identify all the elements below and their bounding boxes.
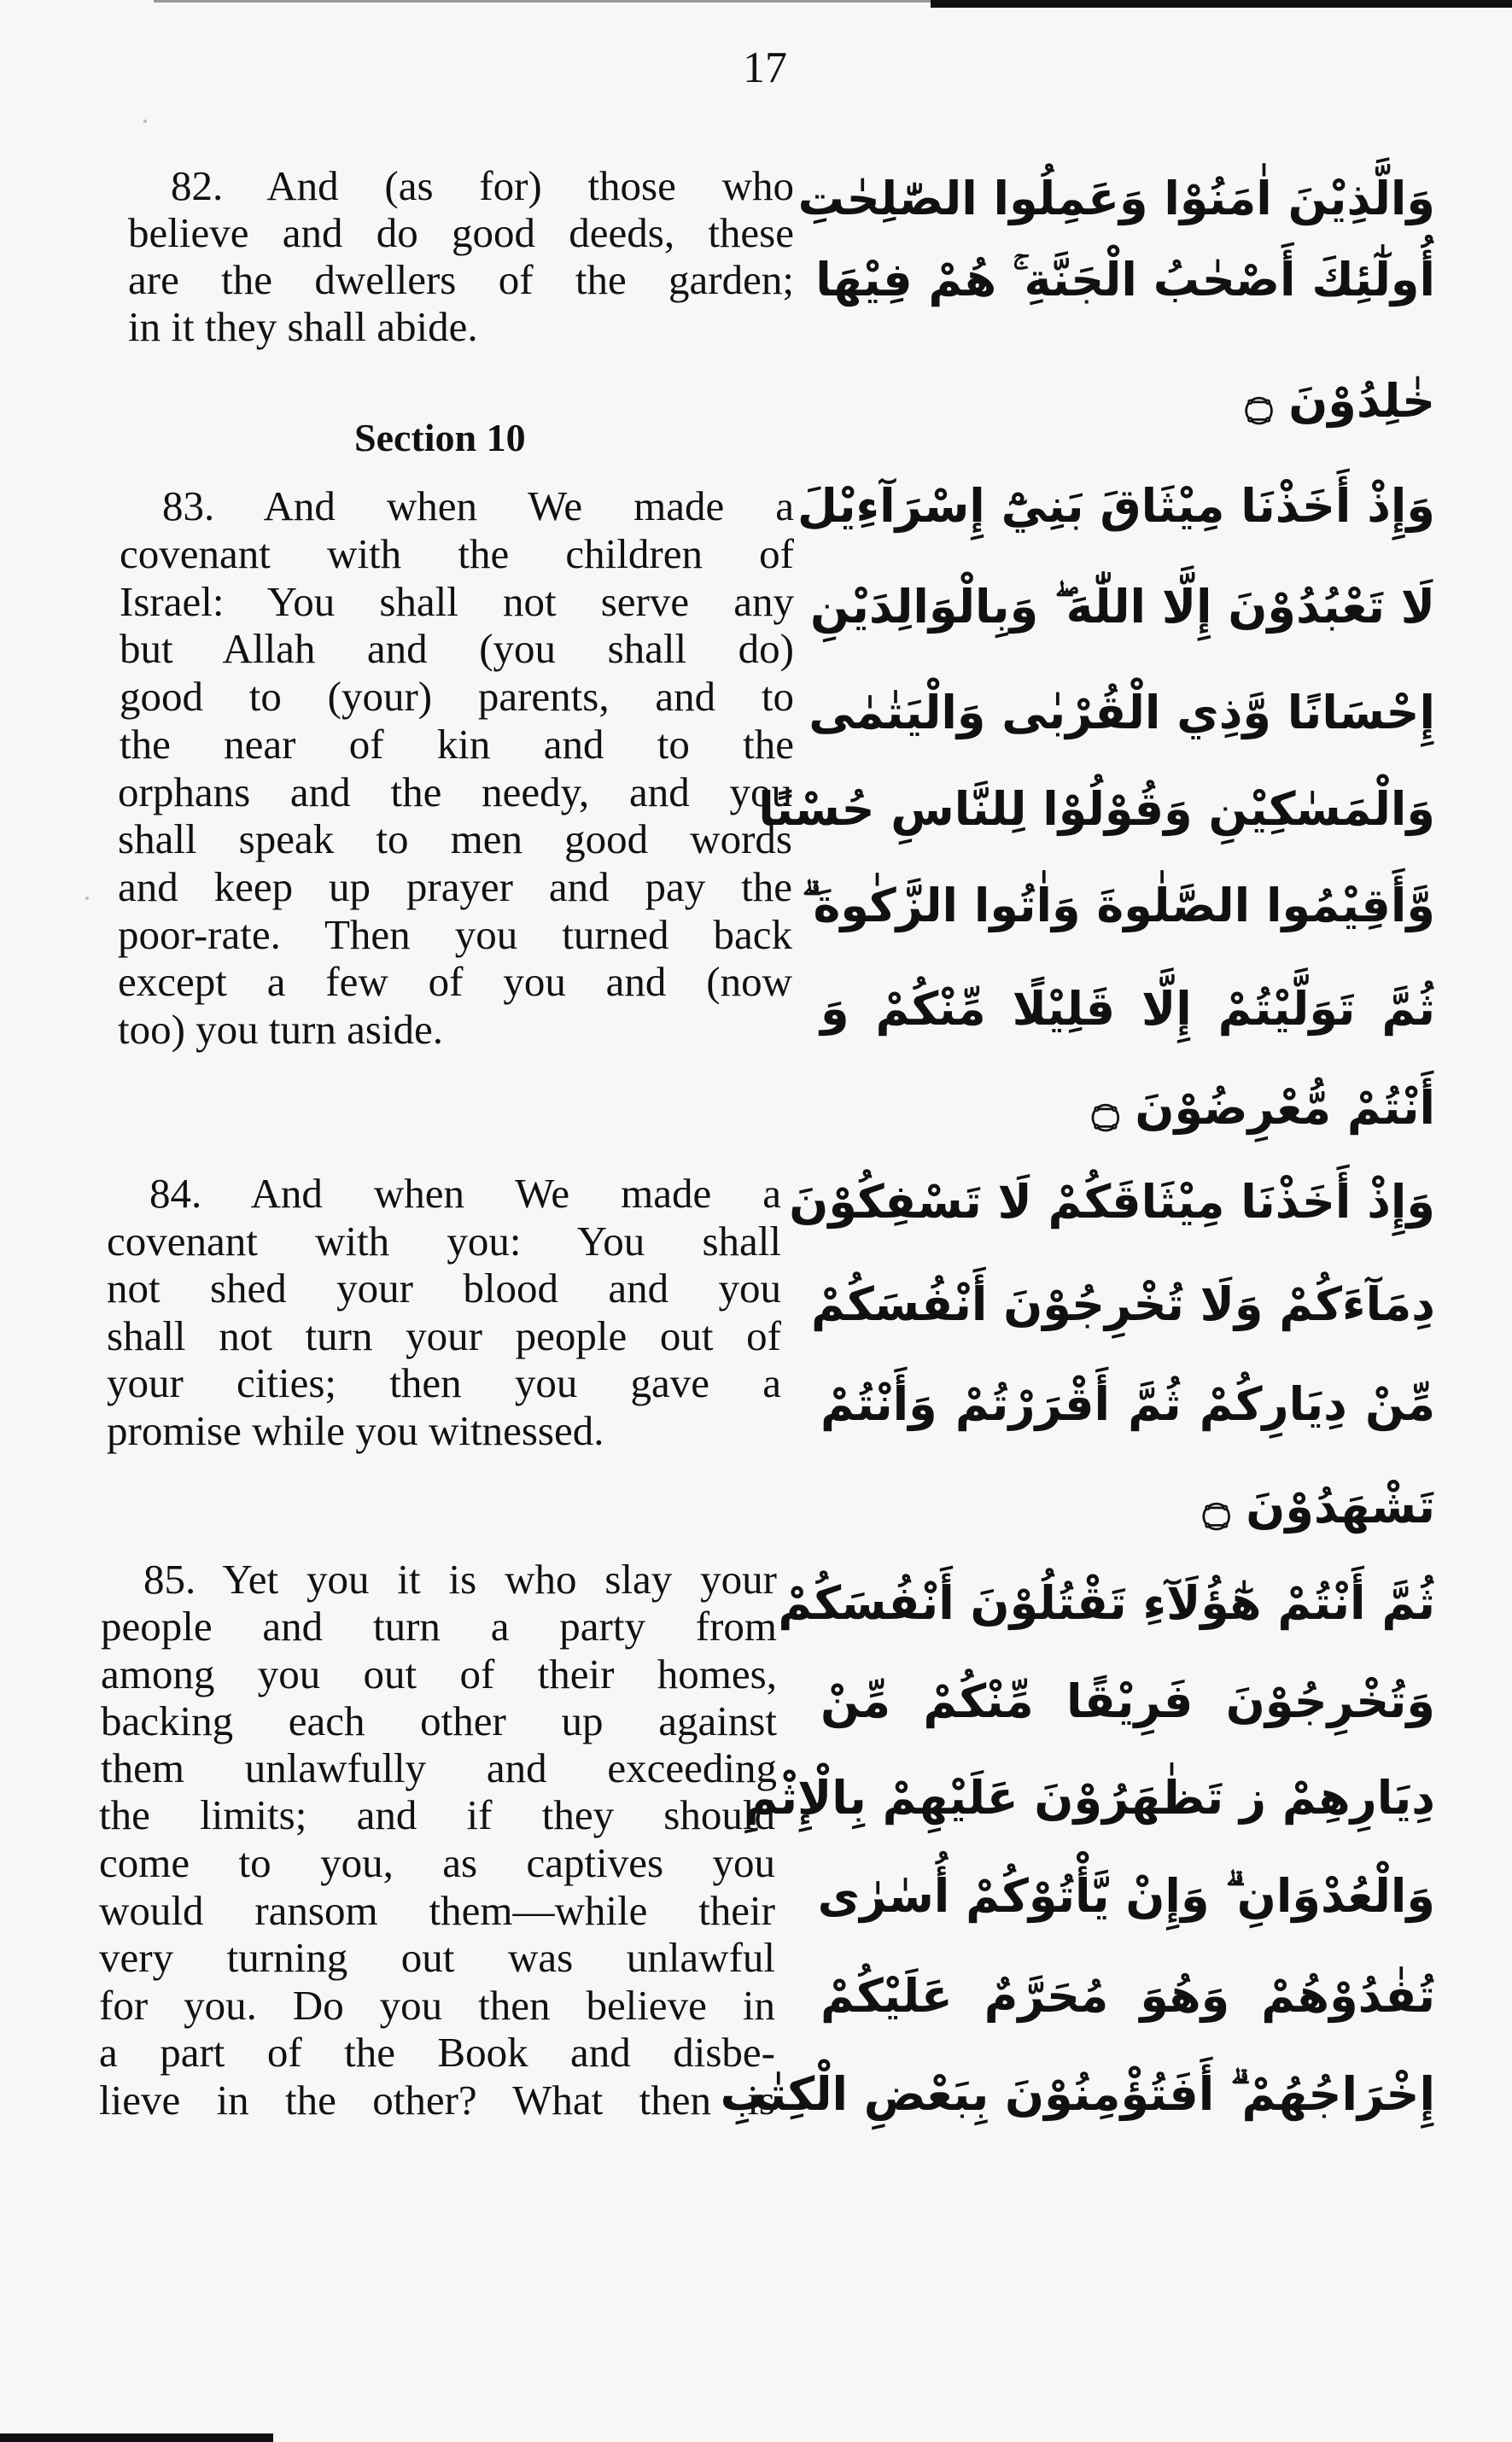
- arabic-line: تُفٰدُوْهُمْ وَهُوَ مُحَرَّمٌ عَلَيْكُمْ: [820, 1969, 1435, 2023]
- text-line: very turning out was unlawful: [99, 1934, 775, 1981]
- arabic-line: ثُمَّ تَوَلَّيْتُمْ إِلَّا قَلِيْلًا مِّنْكُمْ وَ: [820, 982, 1435, 1036]
- scan-edge-top-thin: [154, 0, 931, 3]
- text-line: would ransom them—while their: [99, 1887, 775, 1934]
- section-heading: Section 10: [354, 416, 526, 459]
- paper-speck: [143, 120, 147, 123]
- text-line: Israel: You shall not serve any: [120, 578, 794, 625]
- arabic-line: إِخْرَاجُهُمْ ۗ أَفَتُؤْمِنُوْنَ بِبَعْضِ الْكِتٰبِ: [720, 2067, 1435, 2121]
- text-line: 84. And when We made a: [149, 1170, 781, 1217]
- text-line: backing each other up against: [101, 1697, 777, 1744]
- arabic-line: ثُمَّ أَنْتُمْ هٰٓؤُلَآءِ تَقْتُلُوْنَ أَنْفُسَكُمْ: [778, 1576, 1435, 1630]
- arabic-line: وَتُخْرِجُوْنَ فَرِيْقًا مِّنْكُمْ مِّنْ: [820, 1674, 1435, 1728]
- arabic-line: وَإِذْ أَخَذْنَا مِيْثَاقَ بَنِيْٓ إِسْرَآءِيْلَ: [797, 479, 1435, 533]
- text-line: lieve in the other? What then is: [99, 2077, 775, 2124]
- arabic-line: وَالْعُدْوَانِ ۗ وَإِنْ يَّأْتُوْكُمْ أُسٰرٰى: [817, 1869, 1435, 1923]
- text-line: the near of kin and to the: [120, 721, 794, 768]
- paper-speck: [85, 897, 89, 900]
- text-line: people and turn a party from: [101, 1603, 777, 1650]
- arabic-line: وَّأَقِيْمُوا الصَّلٰوةَ وَاٰتُوا الزَّكٰوةَ ۗ: [802, 879, 1435, 932]
- text-line: but Allah and (you shall do): [120, 625, 794, 672]
- text-line: too) you turn aside.: [118, 1006, 444, 1053]
- text-line: orphans and the needy, and you: [118, 768, 792, 815]
- page-number: 17: [743, 44, 787, 92]
- text-line: poor-rate. Then you turned back: [118, 911, 792, 958]
- arabic-line: إِحْسَانًا وَّذِي الْقُرْبٰى وَالْيَتٰمٰى: [809, 686, 1435, 739]
- arabic-line: دِيَارِهِمْ ز تَظٰهَرُوْنَ عَلَيْهِمْ بِالْإِثْمِ: [744, 1771, 1435, 1825]
- arabic-line: تَشْهَدُوْنَ ۝: [1202, 1480, 1435, 1534]
- text-line: in it they shall abide.: [128, 303, 478, 350]
- text-line: a part of the Book and disbe-: [99, 2029, 775, 2076]
- arabic-line: لَا تَعْبُدُوْنَ إِلَّا اللّٰهَ ۖ وَبِالْوَالِدَيْنِ: [810, 580, 1435, 634]
- text-line: them unlawfully and exceeding: [101, 1744, 777, 1791]
- text-line: not shed your blood and you: [107, 1265, 781, 1312]
- text-line: 85. Yet you it is who slay your: [143, 1556, 777, 1603]
- scan-edge-top: [931, 0, 1512, 8]
- arabic-line: أَنْتُمْ مُّعْرِضُوْنَ ۝: [1091, 1081, 1435, 1135]
- text-line: come to you, as captives you: [99, 1839, 775, 1886]
- text-line: shall speak to men good words: [118, 815, 792, 862]
- text-line: shall not turn your people out of: [107, 1312, 781, 1359]
- text-line: your cities; then you gave a: [107, 1359, 781, 1406]
- text-line: for you. Do you then believe in: [99, 1982, 775, 2029]
- text-line: among you out of their homes,: [101, 1650, 777, 1697]
- text-line: except a few of you and (now: [118, 958, 792, 1005]
- arabic-line: وَالْمَسٰكِيْنِ وَقُوْلُوْا لِلنَّاسِ حُسْنًا: [758, 782, 1435, 836]
- text-line: good to (your) parents, and to: [120, 673, 794, 720]
- text-line: believe and do good deeds, these: [128, 209, 794, 256]
- arabic-line: مِّنْ دِيَارِكُمْ ثُمَّ أَقْرَرْتُمْ وَأَنْتُمْ: [820, 1377, 1435, 1431]
- text-line: covenant with the children of: [120, 530, 794, 577]
- scan-edge-bottom: [0, 2433, 273, 2442]
- text-line: covenant with you: You shall: [107, 1218, 781, 1265]
- arabic-line: خٰلِدُوْنَ ۝: [1245, 374, 1435, 428]
- text-line: and keep up prayer and pay the: [118, 863, 792, 910]
- text-line: the limits; and if they should: [99, 1791, 775, 1838]
- arabic-line: دِمَآءَكُمْ وَلَا تُخْرِجُوْنَ أَنْفُسَكُمْ: [811, 1277, 1435, 1331]
- arabic-line: وَالَّذِيْنَ اٰمَنُوْا وَعَمِلُوا الصّٰلِحٰتِ: [797, 172, 1435, 225]
- text-line: are the dwellers of the garden;: [128, 256, 794, 303]
- text-line: 83. And when We made a: [162, 482, 794, 529]
- text-line: promise while you witnessed.: [107, 1407, 604, 1454]
- arabic-line: وَإِذْ أَخَذْنَا مِيْثَاقَكُمْ لَا تَسْفِكُوْنَ: [789, 1175, 1435, 1229]
- arabic-line: أُولٰٓئِكَ أَصْحٰبُ الْجَنَّةِ ۚ هُمْ فِيْهَا: [815, 253, 1435, 307]
- text-line: 82. And (as for) those who: [171, 162, 794, 209]
